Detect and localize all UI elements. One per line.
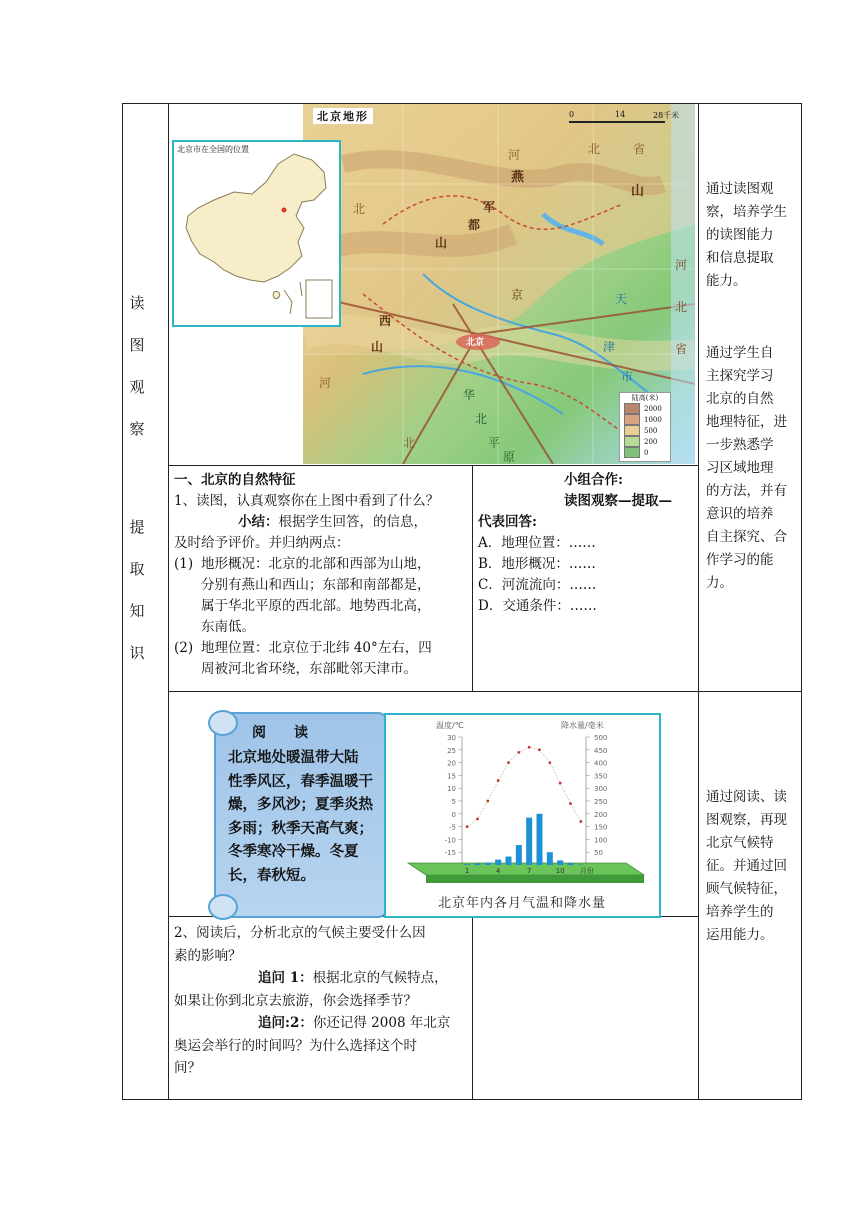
follow-up-1	[174, 967, 468, 990]
map-label: 军	[483, 200, 496, 214]
map-label: 北	[403, 436, 416, 450]
precip-bar	[485, 863, 491, 865]
scale-tick: 0	[569, 110, 575, 119]
group-work-cell	[478, 470, 694, 617]
design-note-2	[706, 342, 798, 595]
y-right-tick-label: 300	[594, 785, 608, 794]
map-legend	[619, 392, 671, 462]
y-right-tick-label: 400	[594, 759, 608, 768]
follow-up-2-cont: 奥运会举行的时间吗？为什么选择这个时	[174, 1037, 417, 1054]
map-label: 北	[475, 412, 488, 426]
temperature-point	[497, 779, 500, 782]
reading-line: 性季风区，春季温暖干	[228, 772, 373, 790]
x-tick-label: 10	[555, 867, 565, 875]
group-rep: 代表回答:	[478, 514, 537, 530]
climate-chart	[384, 713, 661, 918]
map-label: 河	[675, 258, 688, 272]
y-left-tick-label: -15	[444, 849, 456, 858]
y-left-tick-label: 25	[447, 746, 456, 755]
map-title: 北京地形	[313, 108, 373, 124]
reading-line: 燥，多风沙；夏季炎热	[228, 796, 373, 813]
note-line: 主探究学习	[706, 368, 774, 384]
legend-value: 2000	[644, 404, 662, 413]
note-line: 征。并通过回	[706, 858, 787, 874]
legend-rows	[620, 403, 670, 458]
point-number: (1)	[174, 556, 194, 572]
map-label: 山	[435, 236, 448, 250]
point-line: 地形概况：北京的北部和西部为山地，	[201, 556, 431, 572]
temperature-point	[476, 818, 479, 821]
map-label: 北	[353, 202, 366, 216]
col-divider-2b	[472, 916, 473, 1099]
note-line: 意识的培养	[706, 506, 774, 522]
map-label: 京	[511, 288, 524, 302]
natural-features-cell	[174, 470, 468, 680]
temperature-line	[467, 747, 581, 826]
y-right-tick-label: 250	[594, 798, 608, 806]
question-1: 1、读图，认真观察你在上图中看到了什么？	[174, 493, 440, 509]
map-label: 西	[379, 314, 392, 328]
legend-swatch	[624, 436, 640, 447]
section-label-char: 读	[129, 294, 145, 312]
inset-title: 北京市在全国的位置	[177, 145, 249, 154]
legend-swatch	[624, 414, 640, 425]
reading-line: 多雨；秋季天高气爽；	[228, 819, 373, 837]
q2-line: 2、阅读后，分析北京的气候主要受什么因	[174, 925, 426, 941]
precip-bar	[516, 845, 522, 865]
section-heading: 一、北京的自然特征	[174, 472, 296, 488]
temperature-point	[486, 800, 489, 803]
map-label: 山	[371, 340, 384, 354]
note-line: 通过学生自	[706, 345, 774, 361]
beijing-terrain-map	[303, 104, 695, 464]
y-left-tick-label: 20	[447, 759, 456, 768]
col-divider-3	[698, 103, 699, 1100]
map-city-label: 北京	[466, 338, 485, 348]
temperature-point	[466, 825, 469, 828]
point-number: (2)	[174, 640, 194, 656]
note-line: 顾气候特征，	[706, 881, 787, 897]
temperature-point	[507, 761, 510, 764]
note-line: 的读图能力	[706, 227, 774, 243]
map-label: 北	[588, 142, 601, 156]
temperature-point	[579, 820, 582, 823]
temperature-point	[548, 761, 551, 764]
y-axis-right-label: 降水量/毫米	[561, 721, 604, 730]
reading-title: 阅 读	[252, 725, 308, 741]
col-divider-1	[168, 103, 169, 1100]
precip-bar	[578, 864, 584, 865]
x-tick-label: 4	[495, 867, 501, 875]
note-line: 和信息提取	[706, 250, 774, 266]
y-right-tick-label: 150	[594, 823, 608, 832]
y-right-tick-label: 100	[594, 836, 608, 845]
map-label: 原	[503, 450, 516, 464]
y-right-tick-label: 450	[594, 746, 608, 755]
map-label: 山	[631, 184, 645, 199]
legend-row	[620, 403, 670, 414]
point-line: 地理位置：北京位于北纬 40°左右，四	[201, 640, 432, 656]
map-label: 河	[319, 376, 332, 390]
question-2-cell	[174, 922, 468, 1080]
group-item: C．河流流向：……	[478, 577, 597, 593]
point-2	[174, 638, 468, 680]
precip-bar	[568, 863, 574, 865]
temperature-point	[559, 782, 562, 785]
map-scale-bar	[565, 110, 685, 126]
reading-body	[228, 746, 384, 887]
scroll-curl-icon	[208, 710, 238, 736]
x-tick-label: 月份	[579, 867, 594, 875]
legend-value: 1000	[644, 415, 662, 424]
design-note-3	[706, 786, 798, 947]
temperature-point	[517, 751, 520, 754]
map-label: 津	[603, 340, 616, 354]
table-bottom-border	[122, 1099, 802, 1100]
note-line: 北京的自然	[706, 391, 774, 407]
chart-base-front	[426, 875, 644, 883]
group-title: 小组合作:	[564, 472, 623, 488]
y-left-tick-label: 15	[447, 772, 456, 781]
point-1	[174, 554, 468, 638]
scale-tick: 28千米	[653, 111, 680, 120]
row-divider-2	[168, 691, 802, 692]
map-label: 燕	[511, 170, 525, 185]
y-right-tick-label: 350	[594, 772, 608, 781]
precip-bar	[526, 818, 532, 865]
summary-text: 根据学生回答，的信息，	[278, 514, 427, 530]
temperature-point	[538, 748, 541, 751]
note-line: 运用能力。	[706, 927, 774, 943]
legend-row	[620, 436, 670, 447]
note-line: 能力。	[706, 273, 747, 289]
china-outline-icon	[174, 142, 339, 325]
point-line: 东南低。	[201, 619, 255, 635]
map-label: 市	[621, 370, 634, 384]
follow-up-2-cont: 间？	[174, 1060, 201, 1076]
note-line: 一步熟悉学	[706, 437, 774, 453]
scale-tick: 14	[615, 110, 626, 119]
precip-bar	[475, 863, 481, 865]
climate-chart-svg	[386, 715, 659, 916]
x-tick-label: 7	[526, 867, 532, 875]
legend-row	[620, 447, 670, 458]
section-label-char: 识	[129, 644, 145, 662]
legend-swatch	[624, 447, 640, 458]
y-axis-left-label: 温度/℃	[436, 721, 464, 730]
follow-up-text: 你还记得 2008 年北京	[312, 1015, 451, 1031]
map-label: 省	[633, 142, 646, 156]
y-left-tick-label: -5	[449, 823, 456, 832]
legend-row	[620, 425, 670, 436]
point-line: 周被河北省环绕，东部毗邻天津市。	[201, 661, 417, 677]
legend-swatch	[624, 425, 640, 436]
legend-title: 陆高(米)	[631, 394, 659, 402]
y-right-tick-label: 500	[594, 734, 608, 742]
note-line: 培养学生的	[706, 904, 774, 920]
map-label: 天	[615, 292, 628, 306]
note-line: 地理特征，进	[706, 414, 787, 430]
reading-line: 长，春秋短。	[228, 866, 315, 884]
note-line: 作学习的能	[706, 552, 774, 568]
y-left-tick-label: 10	[447, 785, 456, 794]
summary-text-2: 及时给予评价。并归纳两点：	[174, 535, 350, 551]
chart-title: 北京年内各月气温和降水量	[437, 896, 607, 911]
col-divider-2a	[472, 465, 473, 691]
section-label-char: 取	[129, 560, 145, 578]
group-item: A．地理位置：……	[478, 535, 596, 551]
section-label-char: 提	[129, 518, 145, 536]
note-line: 察，培养学生	[706, 204, 787, 220]
note-line: 图观察，再现	[706, 812, 787, 828]
y-right-tick-label: 50	[594, 849, 603, 858]
map-label: 省	[675, 342, 688, 356]
precip-bar	[557, 860, 563, 865]
y-left-tick-label: 30	[447, 734, 456, 742]
precip-bar	[464, 864, 470, 865]
note-line: 自主探究、合	[706, 529, 787, 545]
summary-line	[174, 512, 468, 533]
map-label: 河	[508, 148, 521, 162]
section-label-char: 察	[129, 420, 145, 438]
follow-up-1-cont: 如果让你到北京去旅游，你会选择季节？	[174, 992, 417, 1009]
section-label-char: 图	[129, 336, 145, 354]
precip-bar	[506, 857, 512, 865]
follow-up-label: 追问:2：	[258, 1015, 313, 1031]
map-label: 北	[675, 300, 688, 314]
map-label: 都	[468, 218, 481, 232]
follow-up-text: 根据北京的气候特点，	[312, 970, 448, 986]
table-right-border	[801, 103, 802, 1100]
legend-value: 500	[644, 426, 658, 435]
scroll-curl-icon	[208, 894, 238, 920]
x-tick-label: 1	[464, 867, 470, 875]
note-line: 通过阅读、读	[706, 789, 787, 805]
point-line: 属于华北平原的西北部。地势西北高，	[201, 598, 431, 614]
section-label-char: 知	[129, 602, 145, 620]
reading-line: 北京地处暖温带大陆	[228, 749, 359, 766]
precip-bar	[547, 852, 553, 865]
summary-label: 小结：	[238, 514, 279, 530]
group-item: D．交通条件：……	[478, 598, 597, 614]
reading-line: 冬季寒冷干燥。冬夏	[228, 843, 359, 860]
legend-value: 200	[644, 437, 658, 446]
map-label: 华	[463, 388, 476, 402]
row-divider-1	[168, 465, 699, 466]
point-line: 分别有燕山和西山；东部和南部都是，	[201, 577, 431, 593]
note-line: 力。	[706, 575, 733, 591]
legend-value: 0	[644, 448, 649, 457]
y-left-tick-label: -10	[444, 836, 456, 845]
group-item: B．地形概况：……	[478, 556, 596, 572]
note-line: 北京气候特	[706, 835, 774, 851]
china-location-inset	[172, 140, 341, 327]
legend-swatch	[624, 403, 640, 414]
design-note-1	[706, 178, 798, 293]
group-subtitle: 读图观察—提取—	[564, 493, 672, 509]
reading-scroll-box	[214, 712, 388, 918]
map-label: 平	[488, 436, 501, 450]
temperature-point	[569, 802, 572, 805]
note-line: 习区域地理	[706, 460, 774, 476]
q2-line: 素的影响？	[174, 947, 242, 964]
y-left-tick-label: 5	[451, 798, 456, 806]
note-line: 的方法，并有	[706, 483, 787, 499]
y-right-tick-label: 200	[594, 810, 608, 819]
y-left-tick-label: 0	[451, 810, 456, 819]
temperature-point	[528, 746, 531, 749]
follow-up-2	[174, 1012, 468, 1035]
section-label-char: 观	[129, 378, 145, 396]
note-line: 通过读图观	[706, 181, 774, 197]
follow-up-label: 追问 1：	[258, 970, 313, 986]
legend-row	[620, 414, 670, 425]
precip-bar	[495, 860, 501, 865]
precip-bar	[537, 814, 543, 865]
